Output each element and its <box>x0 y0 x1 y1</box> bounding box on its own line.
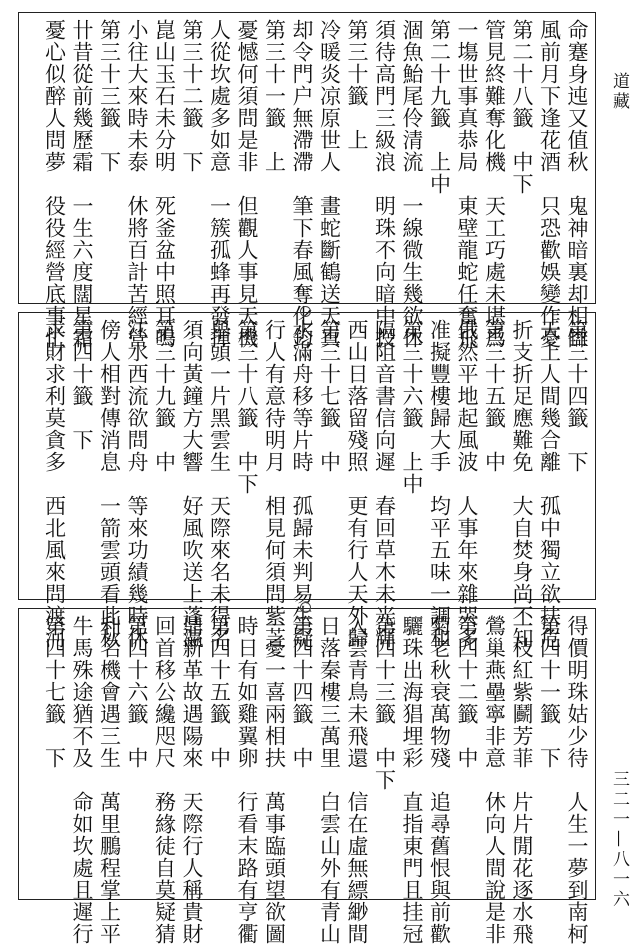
verse-line: 隔阻音書信向遲 春回草木未光輝 <box>372 319 397 649</box>
verse-line: 准擬豐樓歸大手 均平五味一調和 <box>427 319 452 649</box>
verse-line: 鶯巢燕壘寧非意 休向人間說是非 <box>482 615 507 945</box>
collection-title: 道藏 <box>609 72 629 112</box>
verse-line: 鼎新革故遇陽來 天際行人稱貴財 <box>180 615 204 945</box>
verse-line: 崑山玉石未分明 死釜盆中照耳鳴 <box>152 19 177 349</box>
oracle-number: 第三十九籤 中 <box>152 319 177 473</box>
verse-line: 牛馬殊途猶不及 命如坎處且遲行 <box>70 615 94 945</box>
oracle-number: 第二十九籤 上中 <box>427 19 452 195</box>
verse-line: 命蹇身迍又值秋 鬼神暗裏却相讎 <box>565 19 589 349</box>
verse-line: 日落秦樓三萬里 白雲山外有青山 <box>317 615 342 945</box>
oracle-number: 第三十籤 上 <box>345 19 369 151</box>
verse-line: 回首移公纔咫尺 務緣徒自莫疑猜 <box>152 615 177 945</box>
verse-line: 菊老秋衰萬物殘 追尋舊恨與前歡 <box>427 615 452 945</box>
verse-line: 天上人間幾合離 孤中獨立欲扶危 <box>537 319 562 649</box>
verse-line: 一枝紅紫鬬芳菲 片片閒花逐水飛 <box>510 615 534 945</box>
registration-mark <box>300 306 311 317</box>
verse-line: 管見終難奪化機 天工巧處未堪爲 <box>482 19 507 349</box>
verse-line: 冷暖炎凉原世人 畫蛇斷鶴送天真 <box>317 19 342 349</box>
oracle-number: 第四十二籤 中 <box>455 615 479 769</box>
verse-line: 憂憾何須問是非 但觀人事見天機 <box>235 19 259 349</box>
oracle-number: 第三十八籤 中下 <box>235 319 259 495</box>
verse-line: 小往大來時未泰 休將百計苦經營 <box>125 19 149 349</box>
verse-line: 涸魚鮐尾伶清流 一線微生幾欲休 <box>400 19 424 349</box>
page-margin <box>596 0 640 912</box>
oracle-number: 第三十三籤 下 <box>97 19 122 173</box>
verse-line: 折支折足應難免 大自焚身尚不知 <box>510 319 534 649</box>
verse-line: 舉頭一片黑雲生 天際來名未得名 <box>207 319 232 649</box>
verse-line: 一憂一喜兩相扶 萬事臨頭望欲圖 <box>262 615 287 945</box>
verse-line: 入雲青鳥未飛還 信在虛無縹緲間 <box>345 615 369 945</box>
oracle-number: 第四十一籤 下 <box>537 615 562 769</box>
verse-line: 西山日落留殘照 更有行人天外歸 <box>345 319 369 649</box>
verse-line: 俄然平地起風波 人事年來雜哭多 <box>455 319 479 649</box>
oracle-number: 第三十四籤 下 <box>565 319 589 473</box>
verse-line: 求財求利莫貪多 西北風來問渡河 <box>42 319 67 649</box>
verse-line: 却令門户無滯滯 筆下春風奪化鈞 <box>290 19 314 349</box>
panel-middle <box>18 312 596 649</box>
verse-line: 風前月下逢花酒 只恐歡娛變作憂 <box>537 19 562 349</box>
verse-line: 水滿舟移等片時 孤歸未判易生疑 <box>290 319 314 649</box>
oracle-number: 第四十五籤 中 <box>207 615 232 769</box>
oracle-number: 第三十六籤 上中 <box>400 319 424 495</box>
oracle-number: 第四十三籤 中下 <box>372 615 397 791</box>
verse-line: 得價明珠姑少待 人生一夢到南柯 <box>565 615 589 945</box>
verse-line: 傍人相對傳消息 一箭雲頭看此秋 <box>97 319 122 649</box>
verse-line: 須待高門三級浪 明珠不向暗中投 <box>372 19 397 349</box>
oracle-number: 第四十七籤 下 <box>42 615 67 769</box>
oracle-number: 第二十八籤 中下 <box>510 19 534 195</box>
verse-line: 行人有意待明月 相見何須問紫芝 <box>262 319 287 649</box>
oracle-number: 第三十二籤 下 <box>180 19 204 173</box>
verse-line: 卄昔從前幾歷霜 一生六度闊星霜 <box>70 19 94 349</box>
registration-mark <box>300 602 311 613</box>
verse-line: 憂心似醉人問夢 役役經營底事忙 <box>42 19 67 349</box>
verse-line: 一塲世事真恭局 東壁龍蛇任奮飛 <box>455 19 479 349</box>
oracle-number: 第三十七籤 中 <box>317 319 342 473</box>
oracle-number: 第三十五籤 中 <box>482 319 507 473</box>
verse-line: 時日有如雞翼卵 行看末路有亨衢 <box>235 615 259 945</box>
oracle-number: 第三十一籤 上 <box>262 19 287 173</box>
verse-line: 江水西流欲問舟 等來功績幾時休 <box>125 319 149 649</box>
verse-line: 利名機會遇三生 萬里鵬程掌上平 <box>97 615 122 945</box>
page-number: 三二一—八一六 <box>609 770 629 910</box>
oracle-number: 第四十籤 下 <box>70 319 94 451</box>
oracle-number: 第四十四籤 中 <box>290 615 314 769</box>
verse-line: 驪珠出海猖埋彩 直指東門且挂冠 <box>400 615 424 945</box>
panel-bottom <box>18 608 596 945</box>
verse-line: 人從坎處多如意 一簇孤蜂再發揮 <box>207 19 232 349</box>
panel-top <box>18 12 596 349</box>
verse-line: 須向黃鐘方大響 好風吹送上蓬瀛 <box>180 319 204 649</box>
oracle-number: 第四十六籤 中 <box>125 615 149 769</box>
